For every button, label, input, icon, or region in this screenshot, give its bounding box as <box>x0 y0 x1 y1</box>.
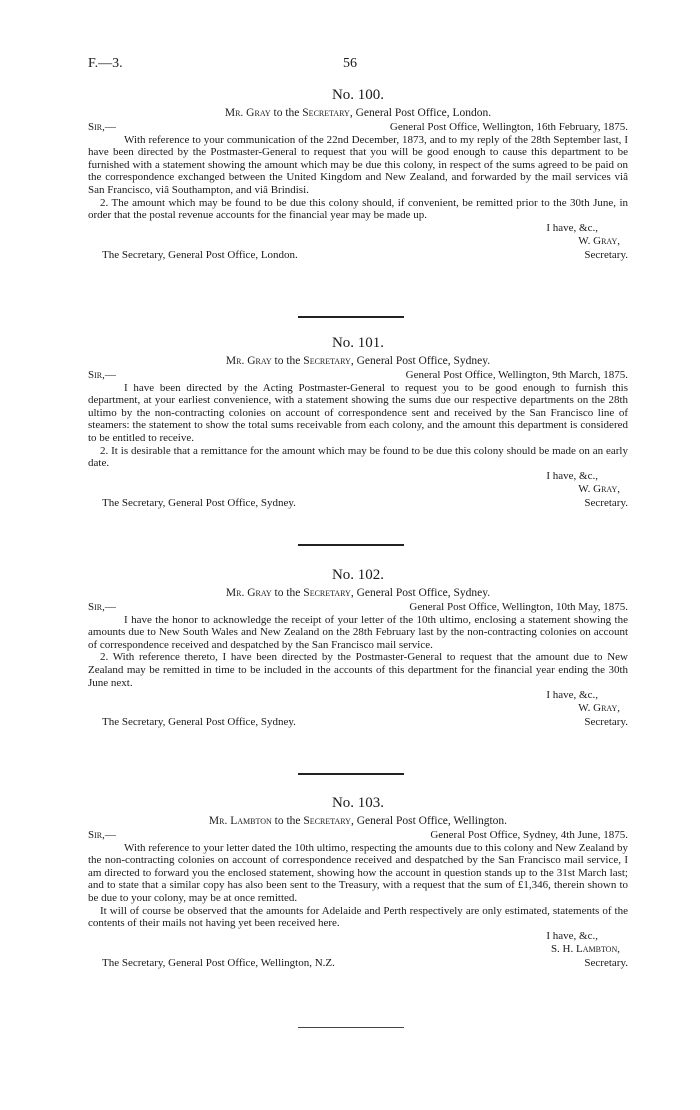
letter-body <box>88 134 628 222</box>
signature: S. H. Lambton, <box>550 942 620 955</box>
letter-body <box>88 614 628 690</box>
signature: W. Gray, <box>578 234 620 247</box>
addressee: The Secretary, General Post Office, Sydney. <box>102 496 296 509</box>
page-number: 56 <box>343 56 357 71</box>
paragraph: I have the honor to acknowledge the receipt of your letter of the 10th ultimo, enclosing a statement showing the amounts due to New South Wales and New Zealand on the 28th February last by the non-contracting colonies on account of correspondence received and despatched by the San Francisco mail service. <box>88 613 628 651</box>
paragraph: 2. The amount which may be found to be due this colony should, if convenient, be remitted prior to the 30th June, in order that the postal revenue accounts for the financial year may be made up. <box>88 196 628 222</box>
paragraph: With reference to your communication of the 22nd December, 1873, and to my reply of the 28th September last, I have been directed by the Postmaster-General to request that you will be good enough to cause this department to be furnished with a statement showing the amount which may be due this colony, in respect of the sums agreed to be paid on the correspondence exchanged between the United Kingdom and New Zealand, and forwarded by the mail services viâ San Francisco, viâ Southampton, and viâ Brindisi. <box>88 133 628 196</box>
letter-103 <box>88 794 628 971</box>
letter-number: No. 101. <box>331 335 385 351</box>
paragraph: With reference to your letter dated the 10th ultimo, respecting the amounts due to this colony and New Zealand by the non-contracting colonies on account of correspondence received and despatched by the San Francisco mail service, I am directed to forward you the enclosed statement, showing how the account in question stands up to the 31st March last; and to state that a similar copy has also been sent to the Treasury, with a request that the sum of £1,346, therein shown to be due to your colony, may be at once remitted. <box>88 841 628 904</box>
letter-heading <box>88 355 628 368</box>
closing: I have, &c., <box>546 929 598 942</box>
closing: I have, &c., <box>546 689 598 702</box>
signature: W. Gray, <box>578 702 620 715</box>
to-word: to the <box>274 355 301 367</box>
signer-title: Secretary. <box>584 496 628 509</box>
addressee: The Secretary, General Post Office, London. <box>102 248 298 261</box>
to-word: to the <box>273 107 300 119</box>
section-divider <box>298 1027 404 1028</box>
salutation: Sir,— <box>88 368 116 381</box>
letter-body <box>88 382 628 470</box>
letter-heading <box>88 587 628 600</box>
paragraph: I have been directed by the Acting Postmaster-General to request you to be good enough to furnish this department, at your earliest convenience, with a statement showing the sums due our respective departments on the 28th ultimo by the non-contracting colonies on account of correspondence sent and received by the San Francisco line of steamers: the statement to show the total sums receivable from each colony, and the amount this department is considered to be entitled to receive. <box>88 381 628 444</box>
paragraph: 2. With reference thereto, I have been directed by the Postmaster-General to request that the amount due to New Zealand may be remitted in time to be included in the accounts of this department for the financial year ending the 30th June next. <box>88 651 628 689</box>
paragraph: It will of course be observed that the amounts for Adelaide and Perth respectively are only estimated, statements of the contents of their mails not having yet been received here. <box>88 904 628 930</box>
section-divider <box>298 316 404 318</box>
letter-heading <box>88 107 628 120</box>
recipient-place: , General Post Office, Wellington. <box>350 815 508 827</box>
section-divider <box>298 544 404 546</box>
signer-title: Secretary. <box>584 248 628 261</box>
addressee: The Secretary, General Post Office, Sydney. <box>102 716 296 729</box>
recipient-office: Secretary <box>302 107 350 119</box>
recipient-office: Secretary <box>303 815 351 827</box>
signature: W. Gray, <box>578 482 620 495</box>
letter-101 <box>88 334 628 511</box>
closing: I have, &c., <box>546 221 598 234</box>
to-word: to the <box>274 815 301 827</box>
salutation: Sir,— <box>88 600 116 613</box>
addressee: The Secretary, General Post Office, Wellington, N.Z. <box>102 956 335 969</box>
section-code: F.—3. <box>88 56 123 71</box>
letter-number: No. 100. <box>331 87 385 103</box>
letter-number: No. 102. <box>331 567 385 583</box>
signer-title: Secretary. <box>584 716 628 729</box>
recipient-place: , General Post Office, London. <box>349 107 492 119</box>
paragraph: 2. It is desirable that a remittance for the amount which may be found to be due this colony should be made on an early date. <box>88 444 628 470</box>
letter-sender: Mr. Gray <box>224 107 271 119</box>
place-date: General Post Office, Wellington, 16th February, 1875. <box>389 120 628 133</box>
signer-title: Secretary. <box>584 956 628 969</box>
letter-sender: Mr. Gray <box>225 587 272 599</box>
section-divider <box>298 773 404 775</box>
closing: I have, &c., <box>546 469 598 482</box>
letter-heading <box>88 815 628 828</box>
letter-100 <box>88 86 628 263</box>
recipient-office: Secretary <box>303 355 351 367</box>
recipient-place: , General Post Office, Sydney. <box>350 355 491 367</box>
letter-body <box>88 842 628 930</box>
letter-number: No. 103. <box>331 795 385 811</box>
letter-sender: Mr. Lambton <box>208 815 272 827</box>
place-date: General Post Office, Wellington, 9th March, 1875. <box>405 368 628 381</box>
to-word: to the <box>274 587 301 599</box>
letter-sender: Mr. Gray <box>225 355 272 367</box>
recipient-place: , General Post Office, Sydney. <box>350 587 491 599</box>
letter-102 <box>88 566 628 730</box>
salutation: Sir,— <box>88 120 116 133</box>
salutation: Sir,— <box>88 828 116 841</box>
place-date: General Post Office, Sydney, 4th June, 1875. <box>430 828 628 841</box>
recipient-office: Secretary <box>303 587 351 599</box>
place-date: General Post Office, Wellington, 10th May, 1875. <box>409 600 628 613</box>
